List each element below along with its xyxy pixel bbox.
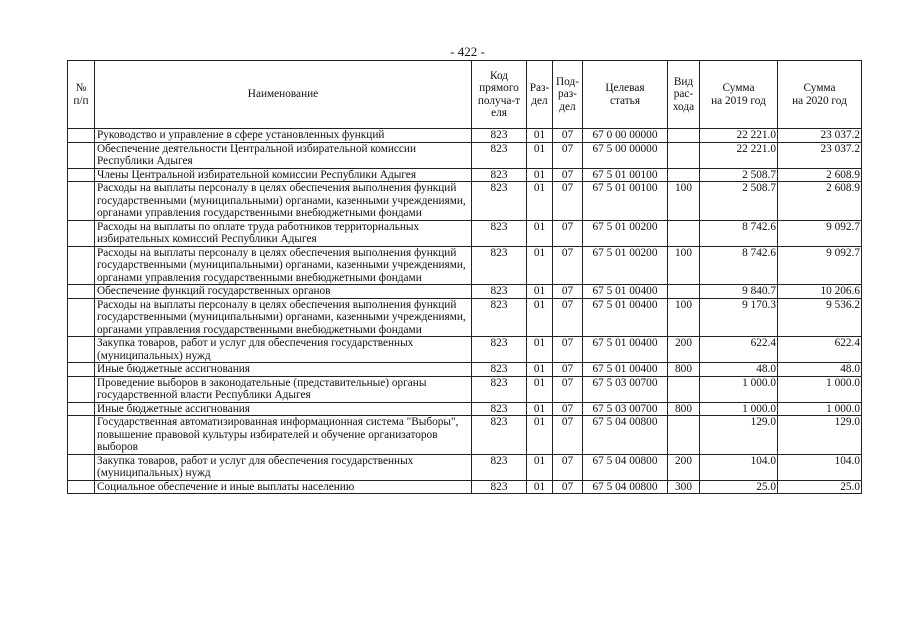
- header-code: Код прямого получа-т еля: [472, 61, 527, 129]
- table-cell-kind: [668, 220, 700, 246]
- table-cell-section: 01: [527, 337, 553, 363]
- table-cell-idx: [68, 220, 95, 246]
- table-cell-sum-2020: 9 092.7: [778, 220, 862, 246]
- table-cell-code: 823: [472, 220, 527, 246]
- table-cell-sum-2020: 25.0: [778, 480, 862, 494]
- table-cell-section: 01: [527, 129, 553, 143]
- table-cell-subsection: 07: [553, 129, 583, 143]
- table-cell-sum-2019: 48.0: [700, 363, 778, 377]
- table-cell-section: 01: [527, 168, 553, 182]
- table-cell-sum-2020: 622.4: [778, 337, 862, 363]
- table-cell-code: 823: [472, 416, 527, 455]
- header-idx: № п/п: [68, 61, 95, 129]
- table-cell-subsection: 07: [553, 298, 583, 337]
- table-cell-code: 823: [472, 246, 527, 285]
- table-cell-section: 01: [527, 363, 553, 377]
- table-row: [68, 480, 862, 494]
- table-cell-subsection: 07: [553, 363, 583, 377]
- table-cell-idx: [68, 168, 95, 182]
- table-cell-name: Расходы на выплаты персоналу в целях обеспечения выполнения функций государственными (муниципальными) органами, казенными учреждениями, органами управления государственными внебюджетными фондами: [95, 182, 472, 221]
- table-row: [68, 182, 862, 221]
- table-cell-subsection: 07: [553, 454, 583, 480]
- table-cell-sum-2019: 22 221.0: [700, 142, 778, 168]
- table-cell-idx: [68, 454, 95, 480]
- table-cell-target: 67 5 01 00100: [583, 168, 668, 182]
- table-row: [68, 246, 862, 285]
- table-cell-idx: [68, 182, 95, 221]
- page-number: - 422 -: [450, 44, 485, 59]
- table-row: [68, 129, 862, 143]
- table-cell-sum-2020: 129.0: [778, 416, 862, 455]
- table-cell-name: Расходы на выплаты по оплате труда работников территориальных избирательных комиссий Республики Адыгея: [95, 220, 472, 246]
- table-cell-name: Обеспечение деятельности Центральной избирательной комиссии Республики Адыгея: [95, 142, 472, 168]
- table-cell-sum-2019: 104.0: [700, 454, 778, 480]
- table-cell-subsection: 07: [553, 168, 583, 182]
- table-cell-idx: [68, 416, 95, 455]
- table-cell-sum-2020: 2 608.9: [778, 182, 862, 221]
- table-cell-subsection: 07: [553, 376, 583, 402]
- table-cell-name: Государственная автоматизированная информационная система "Выборы", повышение правовой культуры избирателей и обучение организаторов выборов: [95, 416, 472, 455]
- table-cell-idx: [68, 376, 95, 402]
- table-row: [68, 285, 862, 299]
- header-section: Раз- дел: [527, 61, 553, 129]
- table-cell-sum-2020: 2 608.9: [778, 168, 862, 182]
- table-cell-kind: [668, 129, 700, 143]
- table-cell-name: Социальное обеспечение и иные выплаты населению: [95, 480, 472, 494]
- table-cell-sum-2020: 10 206.6: [778, 285, 862, 299]
- table-cell-target: 67 5 03 00700: [583, 376, 668, 402]
- table-cell-kind: [668, 416, 700, 455]
- table-cell-sum-2019: 622.4: [700, 337, 778, 363]
- table-cell-code: 823: [472, 298, 527, 337]
- table-cell-sum-2020: 104.0: [778, 454, 862, 480]
- table-cell-name: Обеспечение функций государственных органов: [95, 285, 472, 299]
- table-cell-section: 01: [527, 454, 553, 480]
- table-cell-target: 67 5 04 00800: [583, 480, 668, 494]
- table-cell-target: 67 5 04 00800: [583, 454, 668, 480]
- table-cell-kind: 200: [668, 337, 700, 363]
- table-cell-code: 823: [472, 142, 527, 168]
- table-cell-target: 67 0 00 00000: [583, 129, 668, 143]
- table-cell-code: 823: [472, 182, 527, 221]
- header-sum-2019: Сумма на 2019 год: [700, 61, 778, 129]
- table-cell-section: 01: [527, 376, 553, 402]
- header-name: Наименование: [95, 61, 472, 129]
- table-cell-section: 01: [527, 298, 553, 337]
- table-cell-section: 01: [527, 220, 553, 246]
- table-cell-sum-2020: 9 536.2: [778, 298, 862, 337]
- table-row: [68, 416, 862, 455]
- table-cell-sum-2019: 1 000.0: [700, 402, 778, 416]
- table-cell-sum-2019: 2 508.7: [700, 182, 778, 221]
- table-cell-code: 823: [472, 337, 527, 363]
- table-cell-sum-2020: 1 000.0: [778, 402, 862, 416]
- table-cell-kind: 100: [668, 182, 700, 221]
- table-cell-sum-2019: 9 170.3: [700, 298, 778, 337]
- table-cell-idx: [68, 480, 95, 494]
- table-row: [68, 142, 862, 168]
- table-cell-target: 67 5 01 00400: [583, 363, 668, 377]
- table-cell-name: Расходы на выплаты персоналу в целях обеспечения выполнения функций государственными (муниципальными) органами, казенными учреждениями, органами управления государственными внебюджетными фондами: [95, 298, 472, 337]
- table-cell-sum-2020: 23 037.2: [778, 129, 862, 143]
- table-cell-sum-2020: 48.0: [778, 363, 862, 377]
- table-cell-idx: [68, 142, 95, 168]
- table-cell-section: 01: [527, 246, 553, 285]
- table-cell-subsection: 07: [553, 337, 583, 363]
- table-cell-subsection: 07: [553, 220, 583, 246]
- table-cell-kind: [668, 285, 700, 299]
- header-subsection: Под- раз- дел: [553, 61, 583, 129]
- budget-table: [67, 60, 862, 494]
- table-cell-name: Члены Центральной избирательной комиссии Республики Адыгея: [95, 168, 472, 182]
- table-cell-kind: 800: [668, 363, 700, 377]
- table-cell-target: 67 5 01 00400: [583, 298, 668, 337]
- table-cell-sum-2020: 23 037.2: [778, 142, 862, 168]
- table-cell-sum-2019: 22 221.0: [700, 129, 778, 143]
- table-row: [68, 454, 862, 480]
- table-cell-name: Иные бюджетные ассигнования: [95, 402, 472, 416]
- header-kind: Вид рас- хода: [668, 61, 700, 129]
- table-cell-subsection: 07: [553, 480, 583, 494]
- table-row: [68, 168, 862, 182]
- table-cell-name: Закупка товаров, работ и услуг для обеспечения государственных (муниципальных) нужд: [95, 454, 472, 480]
- table-row: [68, 402, 862, 416]
- table-cell-sum-2019: 129.0: [700, 416, 778, 455]
- table-cell-idx: [68, 363, 95, 377]
- table-cell-name: Руководство и управление в сфере установленных функций: [95, 129, 472, 143]
- table-cell-sum-2020: 9 092.7: [778, 246, 862, 285]
- table-cell-name: Проведение выборов в законодательные (представительные) органы государственной власти Республики Адыгея: [95, 376, 472, 402]
- table-cell-target: 67 5 01 00200: [583, 246, 668, 285]
- table-cell-subsection: 07: [553, 142, 583, 168]
- table-cell-kind: 200: [668, 454, 700, 480]
- table-cell-kind: [668, 168, 700, 182]
- table-cell-idx: [68, 129, 95, 143]
- table-cell-idx: [68, 298, 95, 337]
- table-cell-target: 67 5 04 00800: [583, 416, 668, 455]
- table-cell-code: 823: [472, 168, 527, 182]
- table-cell-kind: 100: [668, 246, 700, 285]
- table-cell-idx: [68, 285, 95, 299]
- table-cell-name: Закупка товаров, работ и услуг для обеспечения государственных (муниципальных) нужд: [95, 337, 472, 363]
- table-cell-subsection: 07: [553, 182, 583, 221]
- table-cell-name: Расходы на выплаты персоналу в целях обеспечения выполнения функций государственными (муниципальными) органами, казенными учреждениями, органами управления государственными внебюджетными фондами: [95, 246, 472, 285]
- header-target: Целевая статья: [583, 61, 668, 129]
- table-cell-kind: 100: [668, 298, 700, 337]
- table-cell-idx: [68, 337, 95, 363]
- table-cell-section: 01: [527, 285, 553, 299]
- table-cell-code: 823: [472, 376, 527, 402]
- table-cell-subsection: 07: [553, 402, 583, 416]
- table-row: [68, 337, 862, 363]
- table-cell-kind: 800: [668, 402, 700, 416]
- header-sum-2020: Сумма на 2020 год: [778, 61, 862, 129]
- table-cell-subsection: 07: [553, 416, 583, 455]
- table-row: [68, 363, 862, 377]
- table-cell-section: 01: [527, 182, 553, 221]
- table-cell-sum-2019: 8 742.6: [700, 246, 778, 285]
- table-cell-sum-2020: 1 000.0: [778, 376, 862, 402]
- table-row: [68, 376, 862, 402]
- table-row: [68, 220, 862, 246]
- table-cell-idx: [68, 402, 95, 416]
- table-cell-section: 01: [527, 142, 553, 168]
- table-cell-sum-2019: 25.0: [700, 480, 778, 494]
- header-row: [68, 61, 862, 129]
- table-cell-kind: [668, 376, 700, 402]
- table-cell-code: 823: [472, 454, 527, 480]
- table-cell-target: 67 5 01 00100: [583, 182, 668, 221]
- table-cell-target: 67 5 01 00200: [583, 220, 668, 246]
- table-cell-sum-2019: 2 508.7: [700, 168, 778, 182]
- table-cell-target: 67 5 01 00400: [583, 337, 668, 363]
- table-cell-sum-2019: 9 840.7: [700, 285, 778, 299]
- table-cell-idx: [68, 246, 95, 285]
- table-cell-kind: 300: [668, 480, 700, 494]
- table-cell-target: 67 5 01 00400: [583, 285, 668, 299]
- table-cell-kind: [668, 142, 700, 168]
- table-cell-sum-2019: 8 742.6: [700, 220, 778, 246]
- table-cell-section: 01: [527, 480, 553, 494]
- table-cell-code: 823: [472, 363, 527, 377]
- table-cell-section: 01: [527, 402, 553, 416]
- table-cell-code: 823: [472, 480, 527, 494]
- table-cell-code: 823: [472, 129, 527, 143]
- table-cell-code: 823: [472, 285, 527, 299]
- table-cell-target: 67 5 03 00700: [583, 402, 668, 416]
- table-cell-code: 823: [472, 402, 527, 416]
- table-cell-section: 01: [527, 416, 553, 455]
- table-cell-subsection: 07: [553, 246, 583, 285]
- table-cell-subsection: 07: [553, 285, 583, 299]
- table-row: [68, 298, 862, 337]
- table-cell-sum-2019: 1 000.0: [700, 376, 778, 402]
- table-cell-name: Иные бюджетные ассигнования: [95, 363, 472, 377]
- table-cell-target: 67 5 00 00000: [583, 142, 668, 168]
